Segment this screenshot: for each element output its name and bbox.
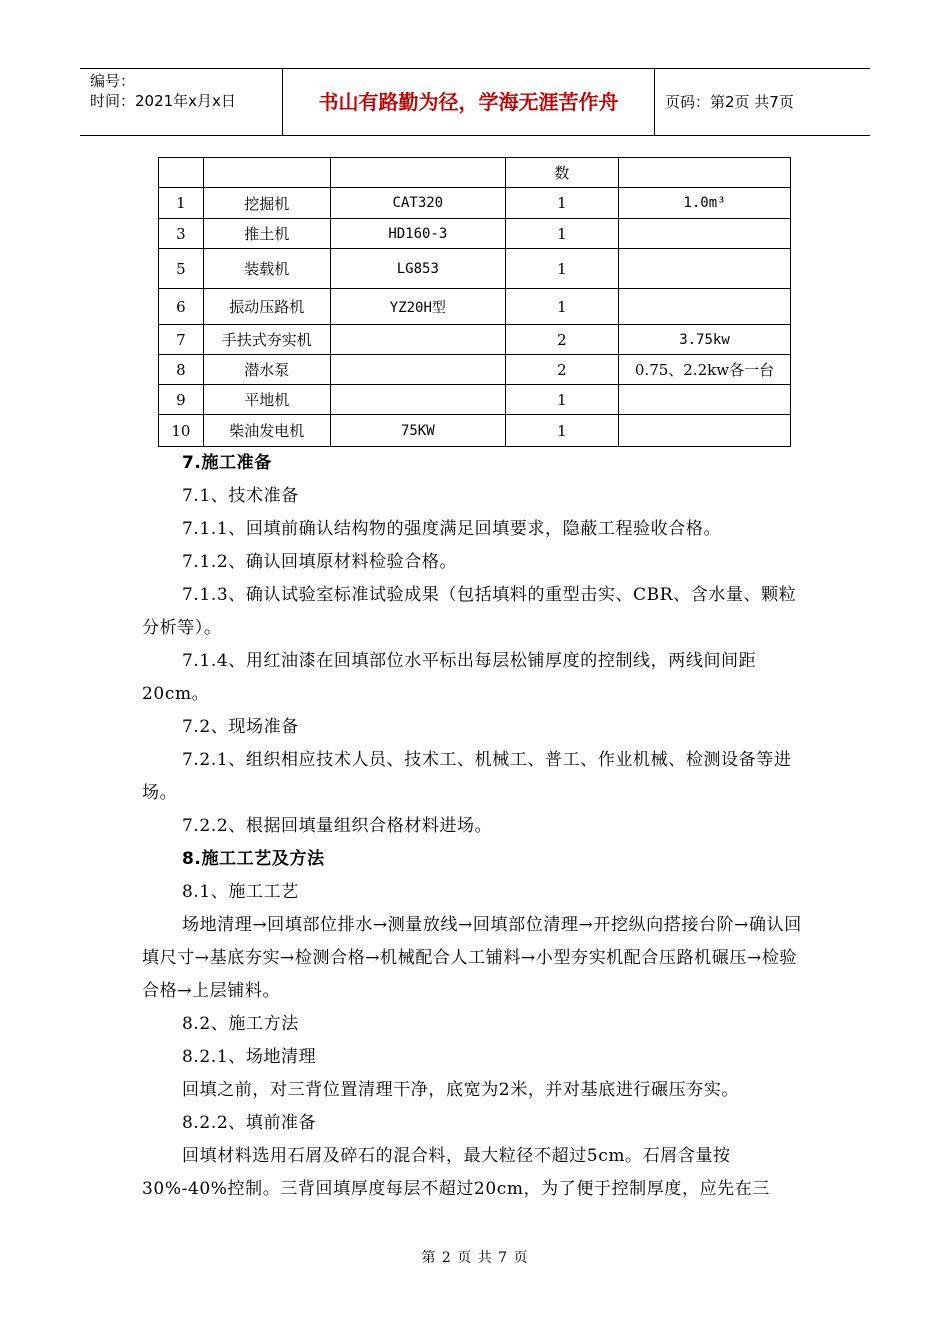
page-header	[80, 68, 870, 136]
subsection-heading: 7.1、技术准备	[182, 486, 299, 506]
table-header-cell	[159, 158, 204, 188]
table-row	[159, 385, 791, 415]
paragraph: 7.1.4、用红油漆在回填部位水平标出每层松铺厚度的控制线，两线间间距20cm。	[142, 651, 757, 704]
table-cell	[618, 385, 790, 415]
table-row	[159, 219, 791, 249]
table-cell	[618, 219, 790, 249]
table-cell: 3	[159, 219, 204, 249]
table-cell: 1	[505, 188, 618, 219]
paragraph: 7.2.2、根据回填量组织合格材料进场。	[182, 816, 493, 836]
table-cell: LG853	[330, 249, 505, 289]
subsection-heading: 8.1、施工工艺	[182, 882, 299, 902]
table-cell: 75KW	[330, 415, 505, 447]
header-meta	[80, 69, 283, 135]
number-label: 编号：	[90, 72, 136, 90]
table-cell: 装载机	[203, 249, 330, 289]
table-cell: 推土机	[203, 219, 330, 249]
table-cell: 1	[159, 188, 204, 219]
table-cell: 0.75、2.2kw各一台	[618, 355, 790, 385]
paragraph: 场地清理→回填部位排水→测量放线→回填部位清理→开挖纵向搭接台阶→确认回填尺寸→基底夯实→检测合格→机械配合人工铺料→小型夯实机配合压路机碾压→检验合格→上层铺料。	[142, 915, 802, 1001]
table-cell: 10	[159, 415, 204, 447]
table-cell: 1	[505, 289, 618, 325]
table-cell	[330, 385, 505, 415]
paragraph: 7.1.2、确认回填原材料检验合格。	[182, 552, 458, 572]
table-row	[159, 355, 791, 385]
subsection-heading: 8.2、施工方法	[182, 1014, 299, 1034]
table-cell: YZ20H型	[330, 289, 505, 325]
table-cell: 7	[159, 325, 204, 355]
section-heading: 7.施工准备	[182, 453, 272, 473]
page-footer: 第 2 页 共 7 页	[421, 1250, 529, 1266]
section-heading: 8.施工工艺及方法	[182, 849, 325, 869]
paragraph: 7.1.1、回填前确认结构物的强度满足回填要求，隐蔽工程验收合格。	[182, 519, 722, 539]
paragraph: 7.2.1、组织相应技术人员、技术工、机械工、普工、作业机械、检测设备等进场。	[142, 750, 792, 803]
table-cell: 平地机	[203, 385, 330, 415]
subsection-heading: 8.2.1、场地清理	[182, 1047, 317, 1067]
table-cell: 8	[159, 355, 204, 385]
table-cell: 2	[505, 355, 618, 385]
table-header-row	[159, 158, 791, 188]
header-motto: 书山有路勤为径，学海无涯苦作舟	[283, 69, 655, 135]
table-header-cell	[330, 158, 505, 188]
table-cell: 手扶式夯实机	[203, 325, 330, 355]
table-cell: 6	[159, 289, 204, 325]
table-row	[159, 249, 791, 289]
table-cell: HD160-3	[330, 219, 505, 249]
table-cell: 5	[159, 249, 204, 289]
table-cell	[618, 289, 790, 325]
table-cell	[330, 325, 505, 355]
table-cell: 1	[505, 219, 618, 249]
table-cell: CAT320	[330, 188, 505, 219]
table-cell: 9	[159, 385, 204, 415]
header-page-number: 页码：第2页 共7页	[665, 93, 794, 111]
table-cell: 1	[505, 249, 618, 289]
table-cell: 2	[505, 325, 618, 355]
table-header-cell	[203, 158, 330, 188]
table-cell: 挖掘机	[203, 188, 330, 219]
subsection-heading: 7.2、现场准备	[182, 717, 299, 737]
table-cell	[618, 415, 790, 447]
table-cell: 柴油发电机	[203, 415, 330, 447]
table-row	[159, 188, 791, 219]
paragraph: 回填材料选用石屑及碎石的混合料，最大粒径不超过5cm。石屑含量按30%-40%控制。三背回填厚度每层不超过20cm，为了便于控制厚度，应先在三	[142, 1146, 770, 1199]
subsection-heading: 8.2.2、填前准备	[182, 1113, 317, 1133]
paragraph: 回填之前，对三背位置清理干净，底宽为2米，并对基底进行碾压夯实。	[182, 1080, 740, 1100]
table-cell: 潜水泵	[203, 355, 330, 385]
table-cell: 振动压路机	[203, 289, 330, 325]
equipment-table	[158, 157, 791, 447]
table-cell	[618, 249, 790, 289]
table-header-cell	[618, 158, 790, 188]
document-body	[142, 447, 812, 1206]
table-cell	[330, 355, 505, 385]
table-cell: 3.75kw	[618, 325, 790, 355]
table-row	[159, 289, 791, 325]
table-row	[159, 325, 791, 355]
table-header-cell: 数	[505, 158, 618, 188]
table-cell: 1.0m³	[618, 188, 790, 219]
time-label: 时间：2021年x月x日	[90, 92, 236, 110]
table-cell: 1	[505, 415, 618, 447]
table-cell: 1	[505, 385, 618, 415]
table-row	[159, 415, 791, 447]
paragraph: 7.1.3、确认试验室标准试验成果（包括填料的重型击实、CBR、含水量、颗粒分析等）。	[142, 585, 797, 638]
